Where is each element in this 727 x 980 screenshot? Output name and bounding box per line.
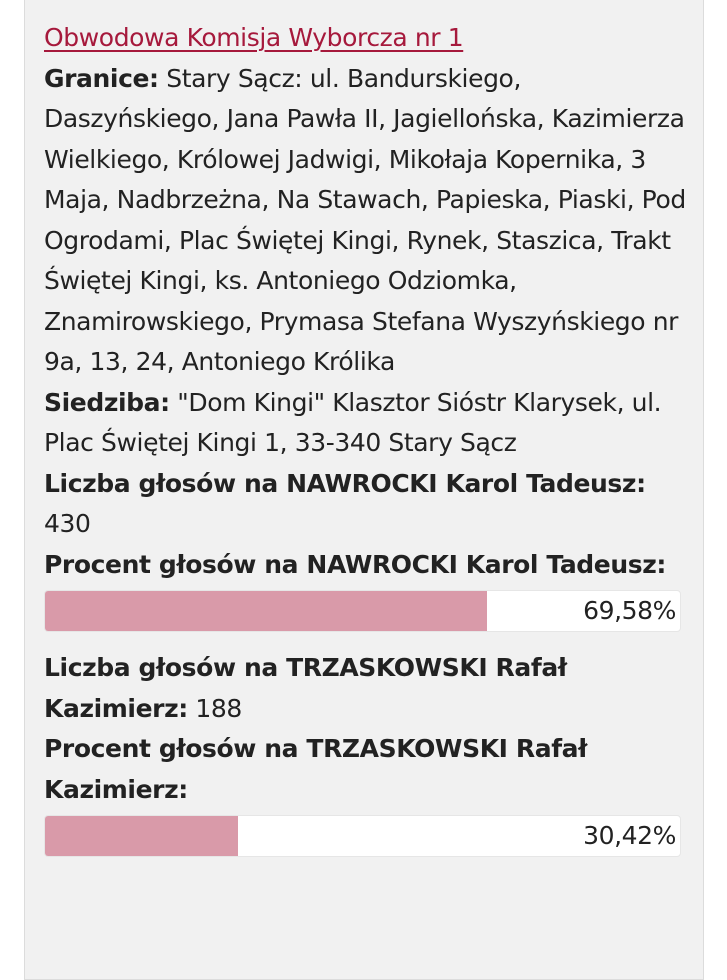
commission-card [24,0,704,980]
votes-label-trzaskowski: Liczba głosów na TRZASKOWSKI Rafał Kazimierz: [44,653,567,723]
percent-bar-nawrocki [44,590,681,632]
votes-paragraph-nawrocki [44,464,689,545]
borders-text: Stary Sącz: ul. Bandurskiego, Daszyńskiego, Jana Pawła II, Jagiellońska, Kazimierza Wielkiego, Królowej Jadwigi, Mikołaja Kopernika, 3 Maja, Nadbrzeżna, Na Stawach, Papieska, Piaski, Pod Ogrodami, Plac Świętej Kingi, Rynek, Staszica, Trakt Świętej Kingi, ks. Antoniego Odziomka, Znamirowskiego, Prymasa Stefana Wyszyńskiego nr 9a, 13, 24, Antoniego Królika [44,63,686,376]
percent-bar-fill-trzaskowski [45,816,238,856]
commission-details [44,18,689,866]
votes-label-nawrocki: Liczba głosów na NAWROCKI Karol Tadeusz: [44,468,646,498]
borders-label: Granice: [44,63,159,93]
seat-paragraph [44,383,689,464]
seat-text: "Dom Kingi" Klasztor Sióstr Klarysek, ul. Plac Świętej Kingi 1, 33-340 Stary Sącz [44,387,662,457]
percent-label-nawrocki: Procent głosów na NAWROCKI Karol Tadeusz: [44,549,666,579]
votes-value-trzaskowski: 188 [195,693,242,723]
percent-bar-trzaskowski [44,815,681,857]
percent-value-nawrocki: 69,58% [583,596,676,625]
percent-label-trzaskowski: Procent głosów na TRZASKOWSKI Rafał Kazimierz: [44,734,588,804]
votes-paragraph-trzaskowski [44,648,689,729]
percent-value-trzaskowski: 30,42% [583,821,676,850]
borders-paragraph [44,59,689,383]
votes-value-nawrocki: 430 [44,509,91,538]
commission-title-link[interactable]: Obwodowa Komisja Wyborcza nr 1 [44,23,464,52]
seat-label: Siedziba: [44,387,170,417]
percent-bar-fill-nawrocki [45,591,487,631]
